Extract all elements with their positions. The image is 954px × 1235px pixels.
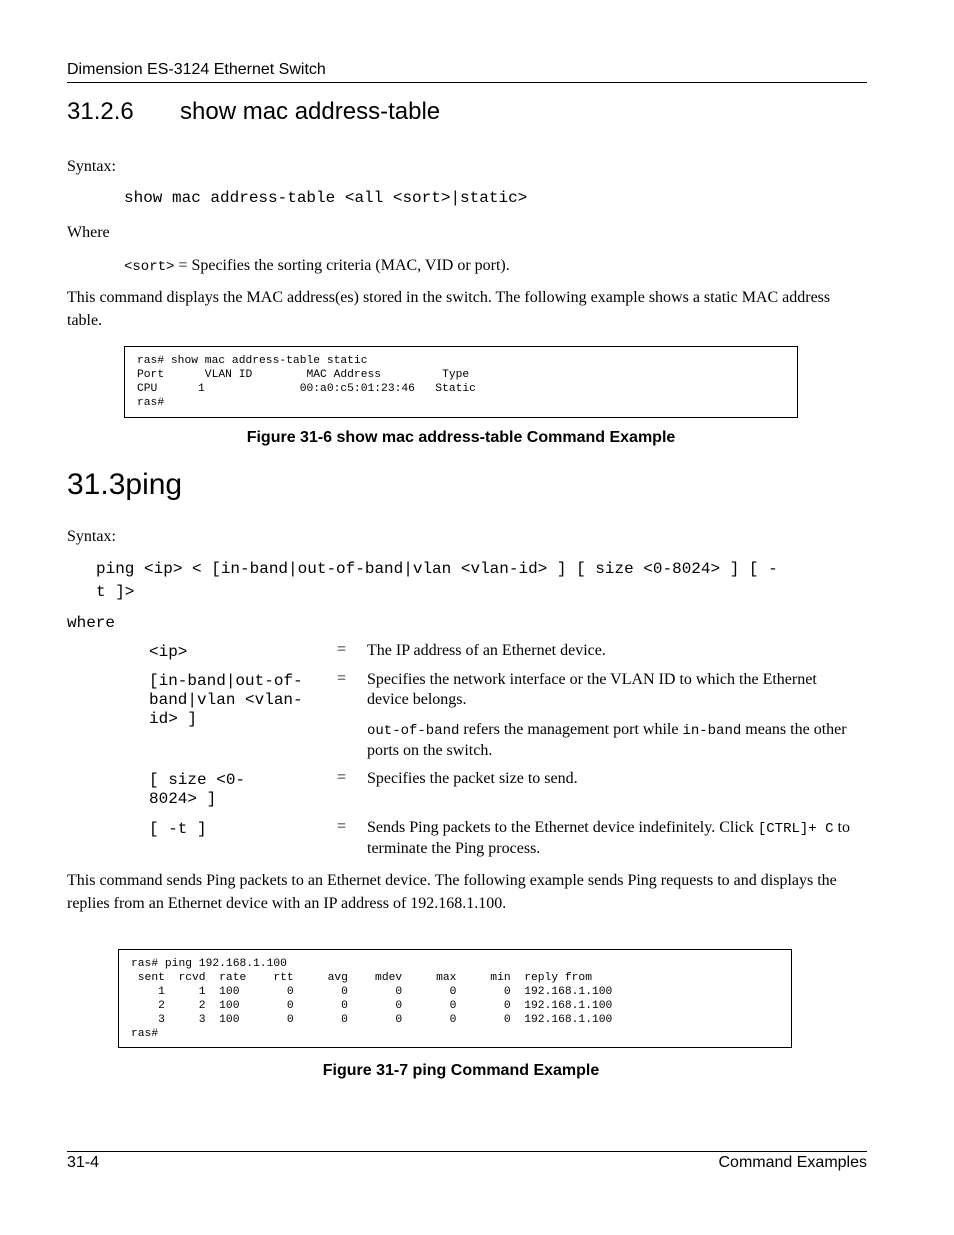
page-number: 31-4 <box>67 1154 100 1171</box>
footer-rule <box>67 1151 867 1152</box>
code-line: ras# <box>137 397 165 409</box>
code-line: ras# <box>131 1028 159 1040</box>
param-description: Specifies the network interface or the VLAN ID to which the Ethernet device belongs. <box>367 671 817 708</box>
note-text: refers the management port while <box>459 721 683 738</box>
note-code: in-band <box>682 723 742 739</box>
syntax-code-line-2: t ]> <box>96 583 135 601</box>
param-name: [ size <0- 8024> ] <box>149 771 246 808</box>
syntax-label: Syntax: <box>67 528 116 545</box>
header-rule <box>67 82 867 83</box>
code-example <box>137 354 797 410</box>
code-line: sent rcvd rate rtt avg mdev max min reply from <box>131 972 592 984</box>
param-note <box>367 720 857 761</box>
syntax-label: Syntax: <box>67 158 116 175</box>
code-example-box <box>118 949 792 1048</box>
intro-paragraph: This command sends Ping packets to an Ethernet device. The following example sends Ping requests to and displays the replies from an Ethernet device with an IP address of 192.168.1.100. <box>67 872 837 912</box>
code-line: 3 3 100 0 0 0 0 0 192.168.1.100 <box>131 1014 613 1026</box>
syntax-code: show mac address-table <all <sort>|static> <box>124 189 528 207</box>
param-description <box>367 818 857 859</box>
param-name: [ -t ] <box>149 820 207 838</box>
sort-code: <sort> <box>124 259 175 275</box>
code-line: 2 2 100 0 0 0 0 0 192.168.1.100 <box>131 1000 613 1012</box>
note-code: out-of-band <box>367 723 460 739</box>
chapter-name: Command Examples <box>718 1154 867 1171</box>
figure-caption: Figure 31-6 show mac address-table Command Example <box>246 429 676 446</box>
running-header: Dimension ES-3124 Ethernet Switch <box>67 61 326 78</box>
param-equals: = <box>337 641 347 658</box>
sort-description: = Specifies the sorting criteria (MAC, VID or port). <box>174 257 510 274</box>
where-label: where <box>67 614 116 632</box>
code-example <box>131 957 791 1041</box>
code-example-box <box>124 346 798 418</box>
intro-paragraph: This command displays the MAC address(es) stored in the switch. The following example shows a static MAC address table. <box>67 289 831 329</box>
code-line: ras# ping 192.168.1.100 <box>131 958 287 970</box>
desc-text: to terminate the Ping process. <box>367 819 850 857</box>
section-title: show mac address-table <box>180 98 441 125</box>
desc-text: Sends Ping packets to the Ethernet device indefinitely. Click <box>367 819 758 836</box>
section-number: 31.2.6 <box>67 98 134 125</box>
param-equals: = <box>337 670 347 687</box>
param-description: The IP address of an Ethernet device. <box>367 642 606 659</box>
chapter-section-heading: 31.3ping <box>67 468 183 501</box>
ctrl-key-code: [CTRL]+ C <box>757 821 834 837</box>
code-line: ras# show mac address-table static <box>137 355 368 367</box>
code-line: CPU 1 00:a0:c5:01:23:46 Static <box>137 383 476 395</box>
where-label: Where <box>67 224 110 241</box>
sort-definition <box>124 254 510 279</box>
param-equals: = <box>337 818 347 835</box>
section-heading <box>67 98 440 126</box>
note-text: means the other ports on the switch. <box>367 721 847 759</box>
param-equals: = <box>337 769 347 786</box>
param-name: <ip> <box>149 643 188 661</box>
code-line: 1 1 100 0 0 0 0 0 192.168.1.100 <box>131 986 613 998</box>
param-description: Specifies the packet size to send. <box>367 770 578 787</box>
syntax-code-line-1: ping <ip> < [in-band|out-of-band|vlan <vlan-id> ] [ size <0-8024> ] [ - <box>96 560 778 578</box>
code-line: Port VLAN ID MAC Address Type <box>137 369 470 381</box>
figure-caption: Figure 31-7 ping Command Example <box>322 1062 600 1079</box>
param-name: [in-band|out-of- band|vlan <vlan- id> ] <box>149 672 303 728</box>
